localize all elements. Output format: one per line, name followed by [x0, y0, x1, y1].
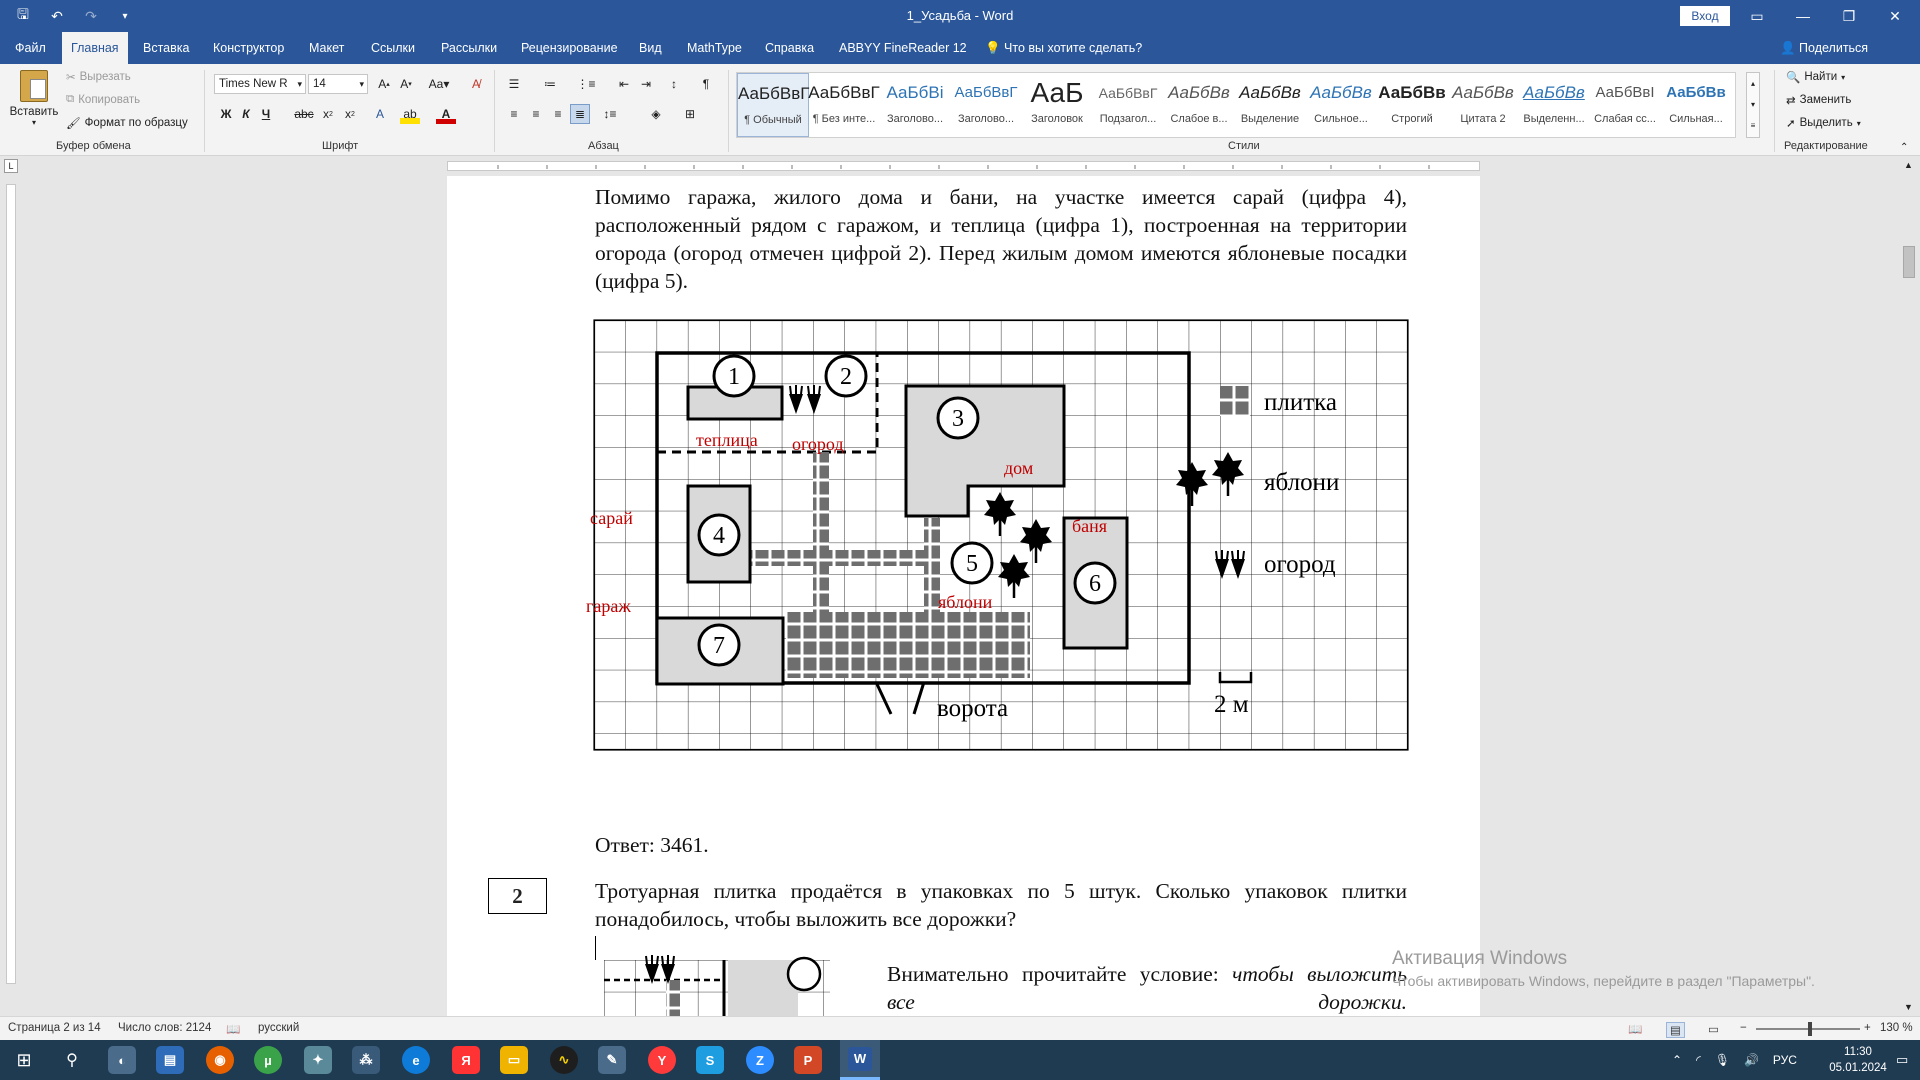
person-icon: 👤: [1780, 41, 1800, 55]
style-sample: АаБбВв: [1378, 83, 1446, 102]
clock-date: 05.01.2024: [1829, 1062, 1887, 1074]
style-subtitle[interactable]: [1092, 73, 1164, 137]
tab-review[interactable]: Рецензирование: [521, 41, 618, 55]
scroll-up-icon[interactable]: ▲: [1904, 160, 1913, 170]
label-house: дом: [1004, 458, 1034, 478]
group-separator: [494, 70, 495, 152]
show-hidden-icons-icon[interactable]: ⌃: [1672, 1053, 1683, 1067]
font-size-value: 14: [313, 78, 326, 90]
share-label: Поделиться: [1799, 41, 1869, 55]
collapse-ribbon-icon[interactable]: ⌃: [1900, 142, 1909, 153]
justify-icon[interactable]: ≣: [570, 104, 590, 124]
microphone-icon[interactable]: 🎙: [1714, 1053, 1730, 1067]
ribbon-display-options-icon[interactable]: ▭: [1750, 7, 1764, 24]
pilcrow-icon[interactable]: ¶: [702, 77, 710, 91]
label-apple-trees: яблони: [938, 592, 993, 612]
word-taskbar-icon[interactable]: W: [840, 1040, 880, 1080]
marker-7-label: 7: [713, 633, 725, 659]
style-title[interactable]: [1021, 73, 1093, 137]
style-name: Сильное...: [1314, 113, 1368, 125]
app-icon-3[interactable]: ⁂: [352, 1046, 380, 1074]
style-name: Строгий: [1391, 113, 1433, 125]
find-label: Найти: [1804, 71, 1838, 83]
style-name: Заголово...: [957, 113, 1015, 125]
font-color-icon[interactable]: A: [436, 104, 456, 124]
scroll-down-icon[interactable]: ▼: [1904, 1002, 1913, 1012]
group-separator: [1774, 70, 1775, 152]
style-emphasis[interactable]: [1234, 73, 1306, 137]
group-separator: [204, 70, 205, 152]
shrink-font-icon[interactable]: A ▾: [400, 77, 412, 91]
clipboard-group-label: Буфер обмена: [56, 140, 131, 152]
tell-me-text: Что вы хотите сделать?: [1004, 41, 1143, 55]
select-button[interactable]: [1786, 116, 1861, 130]
activation-title: Активация Windows: [1392, 948, 1568, 969]
hint-italic: чтобы выложить все дорожки.: [887, 962, 1407, 1014]
word-count[interactable]: Число слов: 2124: [118, 1022, 212, 1034]
undo-icon[interactable]: ↶: [51, 7, 63, 24]
increase-indent-icon[interactable]: ⇥: [640, 77, 652, 91]
firefox-icon[interactable]: ◉: [206, 1046, 234, 1074]
style-name: Заголовок: [1031, 113, 1083, 125]
marker-5-label: 5: [966, 551, 978, 577]
font-size-combo[interactable]: [308, 74, 368, 94]
style-sample: АаБбВвГ: [1098, 85, 1158, 101]
notepad-icon[interactable]: ▤: [156, 1046, 184, 1074]
legend-tile-label: плитка: [1264, 389, 1338, 416]
paste-icon: [20, 70, 48, 102]
style-no-spacing[interactable]: [808, 73, 880, 137]
search-icon: 🔍: [1786, 72, 1801, 84]
label-garage: гараж: [586, 596, 631, 616]
style-sample: АаБбВв: [1452, 83, 1514, 102]
paragraph-group-label: Абзац: [588, 140, 619, 152]
clock-time: 11:30: [1844, 1046, 1872, 1058]
paste-button[interactable]: [8, 70, 60, 134]
italic-icon[interactable]: К: [242, 107, 250, 121]
tab-file[interactable]: Файл: [15, 41, 46, 55]
styles-gallery: [736, 72, 1736, 138]
label-vegetable-garden: огород: [792, 434, 844, 454]
share-button[interactable]: [1780, 32, 1868, 64]
cursor-icon: ➚: [1786, 118, 1796, 130]
chevron-down-icon: ▾: [1856, 118, 1861, 128]
style-heading-1[interactable]: [879, 73, 951, 137]
yandex-browser-icon[interactable]: Y: [648, 1046, 676, 1074]
text-cursor: [595, 936, 596, 960]
style-name: Заголово...: [886, 113, 944, 125]
format-painter-label: Формат по образцу: [84, 117, 188, 129]
style-subtle-emphasis[interactable]: [1163, 73, 1235, 137]
volume-icon[interactable]: 🔊: [1743, 1053, 1759, 1067]
ruler-area: [447, 161, 1480, 171]
style-sample: АаБбВв: [1523, 83, 1585, 102]
vertical-ruler-area: [6, 184, 16, 984]
tab-help[interactable]: Справка: [765, 41, 815, 55]
marker-4-label: 4: [713, 523, 725, 549]
search-icon[interactable]: ⚲: [66, 1052, 78, 1069]
style-quote-2[interactable]: [1447, 73, 1519, 137]
label-bathhouse: баня: [1072, 516, 1108, 536]
font-name-combo[interactable]: [214, 74, 306, 94]
chevron-down-icon: ▾: [297, 79, 302, 89]
chevron-down-icon: ▾: [1841, 72, 1846, 82]
marker-1-label: 1: [728, 364, 740, 390]
label-shed: сарай: [590, 508, 633, 528]
style-name: Выделенн...: [1523, 113, 1585, 125]
align-right-icon[interactable]: ≡: [554, 107, 562, 121]
path-horizontal: [749, 550, 929, 566]
web-layout-icon[interactable]: ▭: [1708, 1024, 1719, 1036]
ruler-ticks: [448, 162, 1481, 172]
change-case-icon[interactable]: Aa▾: [428, 77, 450, 91]
file-explorer-icon[interactable]: ▭: [500, 1046, 528, 1074]
label-gate: ворота: [937, 695, 1009, 722]
style-intense-quote[interactable]: [1518, 73, 1590, 137]
font-group-label: Шрифт: [322, 140, 359, 152]
document-title: 1_Усадьба - Word: [906, 8, 1014, 23]
notifications-icon[interactable]: ▭: [1896, 1052, 1909, 1067]
select-label: Выделить: [1799, 117, 1853, 129]
zoom-slider-thumb[interactable]: [1808, 1022, 1812, 1036]
chevron-down-icon: ▾: [359, 79, 364, 89]
style-name: Выделение: [1240, 113, 1300, 125]
windows-taskbar: [0, 1040, 1920, 1080]
page-count[interactable]: Страница 2 из 14: [8, 1022, 101, 1034]
font-name-value: Times New R: [219, 78, 288, 90]
align-center-icon[interactable]: ≡: [532, 107, 540, 121]
label-greenhouse: теплица: [696, 430, 758, 450]
strikethrough-icon[interactable]: abc: [294, 107, 314, 121]
hint-paragraph[interactable]: [887, 960, 1407, 1016]
copy-button[interactable]: [66, 93, 140, 106]
text-effects-icon[interactable]: A: [375, 107, 384, 121]
style-sample: АаБ: [1030, 77, 1084, 108]
document-page[interactable]: [447, 176, 1480, 1016]
tab-mathtype[interactable]: MathType: [687, 41, 742, 55]
style-sample: АаБбВв: [1168, 83, 1230, 102]
tab-references[interactable]: Ссылки: [371, 41, 416, 55]
line-spacing-icon[interactable]: ↕≡: [603, 107, 617, 121]
style-sample: АаБбВв: [1666, 84, 1726, 101]
replace-label: Заменить: [1799, 94, 1852, 106]
style-subtle-reference[interactable]: [1589, 73, 1661, 137]
hint-plain: Внимательно прочитайте условие:: [887, 962, 1233, 986]
style-name: Слабое в...: [1170, 113, 1228, 125]
vertical-scrollbar[interactable]: [1898, 156, 1920, 1016]
tell-me-box[interactable]: [976, 32, 1151, 64]
customize-qat-icon[interactable]: ▾: [122, 10, 128, 22]
paragraph-intro[interactable]: Помимо гаража, жилого дома и бани, на участке имеется сарай (цифра 4), расположенный рядом с гаражом, и теплица (цифра 1), построенная на территории огорода (огород отмечен цифрой 2). Перед жилым домом имеются яблоневые посадки (цифра 5).: [595, 185, 1407, 293]
horizontal-ruler[interactable]: [0, 156, 1920, 176]
clock[interactable]: [1826, 1044, 1890, 1076]
styles-group-label: Стили: [1228, 140, 1260, 152]
style-sample: АаБбВв: [1239, 83, 1301, 102]
scroll-thumb[interactable]: [1903, 246, 1915, 278]
tab-layout[interactable]: Макет: [309, 41, 345, 55]
style-name: Сильная...: [1669, 113, 1723, 125]
format-painter-button[interactable]: [66, 116, 188, 130]
utorrent-icon[interactable]: µ: [254, 1046, 282, 1074]
style-intense-emphasis[interactable]: [1305, 73, 1377, 137]
path-vertical: [813, 452, 829, 612]
yandex-icon[interactable]: Я: [452, 1046, 480, 1074]
tab-mailings[interactable]: Рассылки: [441, 41, 498, 55]
minimize-button[interactable]: —: [1796, 8, 1810, 24]
powerpoint-icon[interactable]: P: [794, 1046, 822, 1074]
scale-label: 2 м: [1214, 691, 1249, 718]
title-bar: [0, 0, 1920, 32]
zoom-app-icon[interactable]: Z: [746, 1046, 774, 1074]
marker-3-label: 3: [952, 406, 964, 432]
marker-6-label: 6: [1089, 571, 1101, 597]
style-name: ¶ Обычный: [744, 114, 802, 126]
sort-icon[interactable]: ↕: [671, 77, 677, 91]
keyboard-language[interactable]: РУС: [1772, 1053, 1797, 1067]
edge-icon[interactable]: e: [402, 1046, 430, 1074]
windows-start-icon[interactable]: ⊞: [16, 1049, 32, 1070]
zoom-in-icon[interactable]: +: [1864, 1022, 1871, 1034]
paste-label: Вставить: [9, 106, 59, 118]
activation-subtitle: Чтобы активировать Windows, перейдите в раздел "Параметры".: [1392, 973, 1815, 989]
borders-icon[interactable]: ⊞: [684, 107, 696, 121]
read-mode-icon[interactable]: 📖: [1628, 1024, 1643, 1036]
copy-icon: ⧉: [66, 93, 75, 105]
tab-insert[interactable]: Вставка: [143, 41, 190, 55]
proofing-icon[interactable]: 📖: [226, 1024, 241, 1036]
style-name: Слабая сс...: [1594, 113, 1656, 125]
vertical-ruler[interactable]: [4, 176, 18, 1016]
tab-home[interactable]: Главная: [62, 32, 128, 64]
find-button[interactable]: [1786, 70, 1845, 84]
replace-icon: ⇄: [1786, 95, 1796, 107]
decrease-indent-icon[interactable]: ⇤: [618, 77, 630, 91]
status-bar: [0, 1016, 1920, 1040]
question-number-box: 2: [488, 878, 547, 914]
style-sample: АаБбВвГ: [808, 83, 880, 102]
clear-formatting-icon[interactable]: A̸: [471, 77, 480, 91]
app-icon-4[interactable]: ∿: [550, 1046, 578, 1074]
styles-scroll[interactable]: ▴ ▾ ≡: [1746, 72, 1760, 138]
language-indicator[interactable]: русский: [258, 1022, 300, 1034]
question-text[interactable]: Тротуарная плитка продаётся в упаковках по 5 штук. Сколько упаковок плитки понадобилось, чтобы выложить все дорожки?: [595, 879, 1407, 931]
subscript-icon[interactable]: x 2: [323, 107, 333, 121]
lightbulb-icon: 💡: [985, 41, 1005, 55]
system-tray: [1672, 1040, 1797, 1080]
align-left-icon[interactable]: ≡: [510, 107, 518, 121]
style-sample: АаБбВі: [886, 83, 944, 102]
brush-icon: 🖌: [66, 118, 81, 130]
tab-view[interactable]: Вид: [639, 41, 662, 55]
app-icon-1[interactable]: ◐: [108, 1046, 136, 1074]
paste-dropdown-icon: ▾: [31, 118, 36, 127]
zoom-level[interactable]: 130 %: [1880, 1022, 1913, 1034]
restore-button[interactable]: ❐: [1842, 7, 1856, 24]
print-layout-icon[interactable]: ▤: [1666, 1022, 1685, 1038]
network-icon[interactable]: ◜: [1696, 1053, 1701, 1067]
legend-tile-icon: [1220, 386, 1250, 416]
style-sample: АаБбВвГ: [954, 84, 1018, 101]
style-normal[interactable]: [737, 73, 809, 137]
legend-garden-label: огород: [1264, 551, 1336, 578]
close-button[interactable]: ✕: [1889, 7, 1901, 24]
bullets-icon[interactable]: ☰: [508, 77, 520, 91]
group-separator: [728, 70, 729, 152]
style-sample: АаБбВвГ: [738, 84, 810, 103]
shading-icon[interactable]: ◈: [651, 107, 661, 121]
plan-thumbnail: [604, 960, 830, 1016]
answer-text[interactable]: Ответ: 3461.: [595, 833, 709, 857]
scissors-icon: ✂: [66, 72, 76, 84]
marker-2-label: 2: [840, 364, 852, 390]
multilevel-list-icon[interactable]: ⋮≡: [576, 77, 596, 91]
replace-button[interactable]: [1786, 93, 1851, 107]
cut-button[interactable]: [66, 70, 131, 84]
bold-icon[interactable]: Ж: [220, 107, 232, 121]
ribbon-tabs: [0, 32, 1920, 64]
editing-group-label: Редактирование: [1784, 140, 1868, 152]
zoom-out-icon[interactable]: −: [1740, 1022, 1747, 1034]
copy-label: Копировать: [78, 93, 141, 106]
numbering-icon[interactable]: ≔: [544, 77, 556, 91]
windows-activation-watermark: [1392, 948, 1815, 989]
grow-font-icon[interactable]: A ▴: [378, 77, 390, 91]
plot-plan-diagram: [586, 320, 1408, 750]
superscript-icon[interactable]: x 2: [345, 107, 355, 121]
sign-in-button[interactable]: Вход: [1680, 6, 1730, 26]
style-name: Цитата 2: [1460, 113, 1506, 125]
skype-icon[interactable]: S: [696, 1046, 724, 1074]
tab-selector-icon[interactable]: L: [4, 159, 18, 173]
style-heading-2[interactable]: [950, 73, 1022, 137]
ribbon-home: [0, 64, 1920, 156]
tab-design[interactable]: Конструктор: [213, 41, 285, 55]
style-name: Подзагол...: [1099, 113, 1157, 125]
redo-icon[interactable]: ↷: [85, 7, 97, 24]
underline-icon[interactable]: Ч: [261, 107, 271, 121]
legend-trees-label: яблони: [1264, 469, 1340, 496]
style-sample: АаБбВв: [1310, 83, 1372, 102]
save-icon[interactable]: 🖫: [17, 6, 29, 22]
app-icon-5[interactable]: ✎: [598, 1046, 626, 1074]
cut-label: Вырезать: [79, 71, 131, 83]
app-icon-2[interactable]: ✦: [304, 1046, 332, 1074]
highlight-icon[interactable]: ab: [400, 104, 420, 124]
style-intense-reference[interactable]: [1660, 73, 1732, 137]
style-name: ¶ Без инте...: [812, 113, 876, 125]
path-to-gate: [786, 612, 1030, 678]
tab-abbyy[interactable]: ABBYY FineReader 12: [839, 41, 967, 55]
style-sample: АаБбВвІ: [1595, 84, 1655, 101]
style-strong[interactable]: [1376, 73, 1448, 137]
zoom-slider[interactable]: [1756, 1028, 1860, 1030]
